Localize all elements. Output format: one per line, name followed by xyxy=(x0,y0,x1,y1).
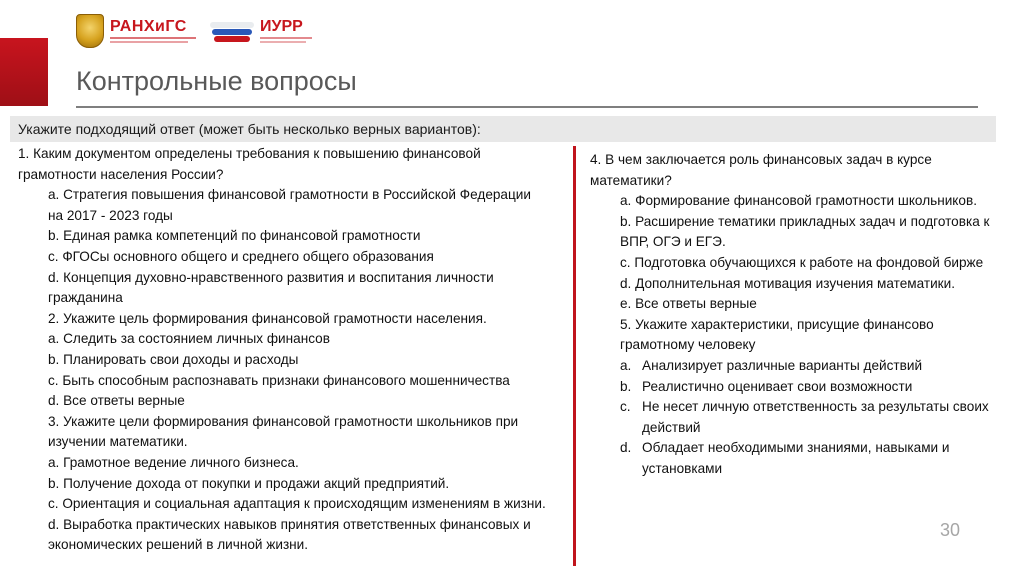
q2-option-a: a. Следить за состоянием личных финансов xyxy=(48,331,330,347)
q1-option-c: c. ФГОСы основного общего и среднего общего образования xyxy=(48,248,434,264)
left-question-column xyxy=(18,144,568,556)
question-1: 1. Каким документом определены требования к повышению финансовой xyxy=(18,146,481,161)
q3-option-d: d. Выработка практических навыков принятия ответственных финансовых и xyxy=(48,516,531,532)
ranepa-logo-text: РАНХиГС xyxy=(110,18,187,35)
q1-option-d: d. Концепция духовно-нравственного развития и воспитания личности xyxy=(48,269,494,285)
right-question-column xyxy=(590,150,1010,480)
ranepa-emblem-icon xyxy=(76,14,104,48)
slide-title: Контрольные вопросы xyxy=(76,66,357,96)
title-underline xyxy=(76,106,978,108)
q1-option-b: b. Единая рамка компетенций по финансовой грамотности xyxy=(48,228,421,244)
q4-option-b-cont: ВПР, ОГЭ и ЕГЭ. xyxy=(620,234,726,250)
q2-option-d: d. Все ответы верные xyxy=(48,393,185,409)
q5-option-b-text: Реалистично оценивает свои возможности xyxy=(642,378,913,394)
column-divider xyxy=(573,146,576,566)
question-4: 4. В чем заключается роль финансовых задач в курсе xyxy=(590,152,932,167)
instruction-bar: Укажите подходящий ответ (может быть несколько верных вариантов): xyxy=(10,116,996,142)
q5-option-a-label: a. xyxy=(620,357,632,373)
question-4-cont: математики? xyxy=(590,172,672,188)
q2-option-b: b. Планировать свои доходы и расходы xyxy=(48,351,299,367)
q5-option-c-text: Не несет личную ответственность за результаты своих действий xyxy=(642,399,989,435)
q5-option-c xyxy=(590,397,1010,438)
q5-option-d-label: d. xyxy=(620,440,632,456)
q2-option-c: c. Быть способным распознавать признаки финансового мошенничества xyxy=(48,372,510,388)
q5-option-b xyxy=(590,377,1010,398)
q5-option-a-text: Анализирует различные варианты действий xyxy=(642,357,923,373)
q5-option-c-label: c. xyxy=(620,399,631,415)
q4-option-b: b. Расширение тематики прикладных задач и подготовка к xyxy=(620,213,990,229)
page-number: 30 xyxy=(939,520,960,540)
question-3-cont: изучении математики. xyxy=(48,434,188,450)
q3-option-c: c. Ориентация и социальная адаптация к происходящим изменениям в жизни. xyxy=(48,496,546,512)
question-5-cont: грамотному человеку xyxy=(620,337,756,353)
q5-option-b-label: b. xyxy=(620,378,632,394)
q3-option-b: b. Получение дохода от покупки и продажи акций предприятий. xyxy=(48,475,450,491)
question-1-cont: грамотности населения России? xyxy=(18,166,224,182)
q3-option-d-cont: экономических решений в личной жизни. xyxy=(48,537,309,553)
iurr-logo xyxy=(260,19,312,43)
q1-option-a: a. Стратегия повышения финансовой грамотности в Российской Федерации xyxy=(48,187,531,203)
q5-option-d-text: Обладает необходимыми знаниями, навыками и установками xyxy=(642,440,950,476)
iurr-logo-text: ИУРР xyxy=(260,18,303,35)
q3-option-a: a. Грамотное ведение личного бизнеса. xyxy=(48,454,299,470)
ranepa-logo xyxy=(110,19,196,43)
accent-red-block xyxy=(0,38,48,106)
q4-option-e: e. Все ответы верные xyxy=(620,296,757,312)
q5-option-a xyxy=(590,356,1010,377)
q1-option-a-cont: на 2017 - 2023 годы xyxy=(48,207,173,223)
q4-option-a: a. Формирование финансовой грамотности школьников. xyxy=(620,193,977,209)
q1-option-d-cont: гражданина xyxy=(48,290,123,306)
russia-map-icon xyxy=(210,18,254,44)
q4-option-d: d. Дополнительная мотивация изучения математики. xyxy=(620,275,955,291)
question-5: 5. Укажите характеристики, присущие финансово xyxy=(620,316,934,332)
header-logos xyxy=(76,14,312,48)
q4-option-c: c. Подготовка обучающихся к работе на фондовой бирже xyxy=(620,254,984,270)
question-2: 2. Укажите цель формирования финансовой грамотности населения. xyxy=(48,310,487,326)
q5-option-d xyxy=(590,438,1010,479)
question-3: 3. Укажите цели формирования финансовой грамотности школьников при xyxy=(48,413,519,429)
